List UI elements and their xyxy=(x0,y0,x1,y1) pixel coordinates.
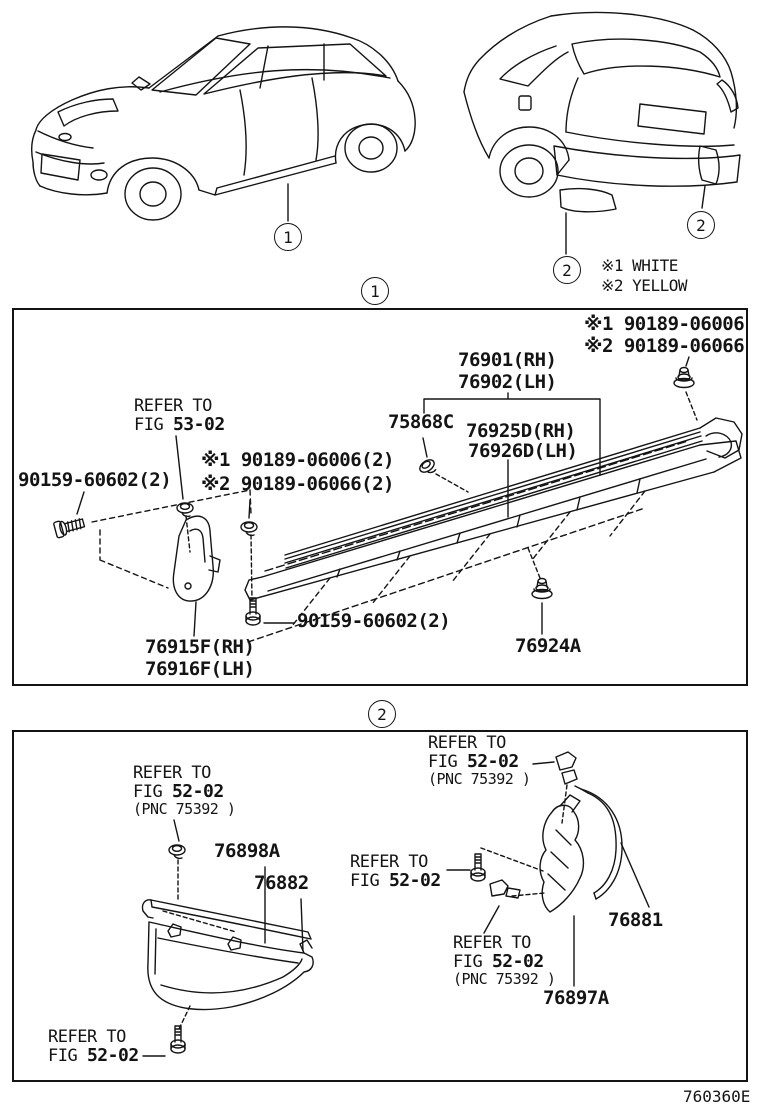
part-number-protector-lh: 76926D(LH) xyxy=(468,440,578,462)
refer-note-fig52-left: REFER TO FIG 52-02 (PNC 75392 ) xyxy=(133,763,236,818)
part-number-sill-rh: 76901(RH) xyxy=(458,349,557,371)
section1-callout: 1 xyxy=(361,277,389,305)
color-note-white: ※1 WHITE xyxy=(601,256,678,275)
refer-note-fig52-top-right: REFER TO FIG 52-02 (PNC 75392 ) xyxy=(428,733,531,788)
callout-2-rear-corner: 2 xyxy=(687,211,715,239)
part-number-screw-rear: 90159-60602(2) xyxy=(297,610,451,632)
part-number-protector-rh: 76925D(RH) xyxy=(466,420,576,442)
refer-note-fig52-bottom-left: REFER TO FIG 52-02 xyxy=(48,1027,139,1066)
color-note-yellow: ※2 YELLOW xyxy=(601,276,687,295)
callout-2-rear-flap: 2 xyxy=(553,256,581,284)
car-side-view-art xyxy=(32,27,415,221)
section2-callout: 2 xyxy=(368,700,396,728)
part-number-pad-76898a: 76898A xyxy=(214,840,280,862)
figure-code: 760360E xyxy=(683,1087,751,1106)
part-number-mudguard-76882: 76882 xyxy=(254,872,309,894)
part-number-pad-rh: 76915F(RH) xyxy=(145,636,255,658)
part-number-seal-76881: 76881 xyxy=(608,909,663,931)
part-number-grommet-76924a: 76924A xyxy=(515,635,581,657)
part-number-pad-lh: 76916F(LH) xyxy=(145,658,255,680)
refer-note-fig52-lower-right: REFER TO FIG 52-02 (PNC 75392 ) xyxy=(453,933,556,988)
part-number-screw-front: 90159-60602(2) xyxy=(18,469,172,491)
part-number-mudguard-76897a: 76897A xyxy=(543,987,609,1009)
callout-1-side: 1 xyxy=(274,223,302,251)
part-number-nut-white: ※1 90189-06006 xyxy=(584,313,745,335)
part-number-nut-yellow: ※2 90189-06066 xyxy=(584,335,745,357)
refer-note-fig53: REFER TO FIG 53-02 xyxy=(134,396,225,435)
part-number-nut-yellow-2: ※2 90189-06066(2) xyxy=(201,473,394,495)
part-number-nut-white-2: ※1 90189-06006(2) xyxy=(201,449,394,471)
part-number-clip-75868c: 75868C xyxy=(388,411,454,433)
part-number-sill-lh: 76902(LH) xyxy=(458,371,557,393)
refer-note-fig52-middle: REFER TO FIG 52-02 xyxy=(350,852,441,891)
